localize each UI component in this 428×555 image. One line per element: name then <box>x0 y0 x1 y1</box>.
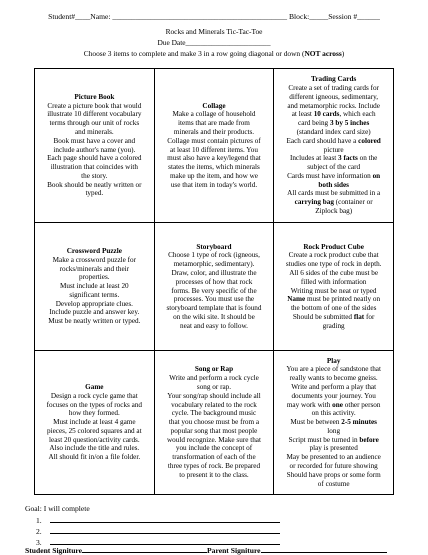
cell-play: Play You are a piece of sandstone that really wants to become gneiss. Write and perform a play that documents your journey. You may work with one other person on this activity. Must be between 2-5 minutes long Script must be turned in before play is presented May be presented to an audience or recorded for future showing Should have props or some form of costume <box>274 351 394 495</box>
goal-line-1[interactable]: 1. <box>36 515 280 525</box>
parent-signature-label: Parent Signiture <box>207 546 261 555</box>
cell-rock-product-cube: Rock Product Cube Create a rock product cube that studies one type of rock in depth. All 6 sides of the cube must be filled with information Writing must be neat or typed Name must be printed neatly on the bottom of one of the sides Should be submitted flat for grading <box>274 223 394 351</box>
cell-title: Game <box>85 382 104 391</box>
goal-line-2[interactable]: 2. <box>36 526 280 536</box>
cell-picture-book: Picture Book Create a picture book that would illustrate 10 different vocabulary terms through our unit of rocks and minerals. Book must have a cover and include author's name (you). Each page should have a colored illustration that coincides with the story. Book should be neatly written or typed. <box>35 69 155 223</box>
student-signature-line[interactable] <box>82 545 207 553</box>
cell-title: Rock Product Cube <box>303 242 364 251</box>
cell-title: Play <box>326 356 341 365</box>
cell-title: Crossword Puzzle <box>66 246 122 255</box>
tic-tac-toe-grid <box>34 68 394 495</box>
cell-title: Song or Rap <box>194 365 234 374</box>
cell-crossword-puzzle: Crossword Puzzle Make a crossword puzzle for rocks/minerals and their properties. Must include at least 20 significant terms. Develop appropriate clues. Include puzzle and answer key. Must be neatly written or typed. <box>35 223 155 351</box>
student-info-line: Student#____Name: ______________________________________________ Block:_____Session #______ <box>48 12 380 21</box>
goal-label: Goal: I will complete <box>25 504 90 513</box>
cell-title: Picture Book <box>74 92 115 101</box>
cell-game: Game Design a rock cycle game that focuses on the types of rocks and how they formed. Must include at least 4 game pieces, 25 colored squares and at least 20 question/activity cards. Also include the title and rules. All should fit in/on a file folder. <box>35 351 155 495</box>
cell-title: Collage <box>202 101 226 110</box>
cell-title: Trading Cards <box>311 75 357 84</box>
parent-signature-line[interactable] <box>261 545 387 553</box>
cell-title: Storyboard <box>196 242 232 251</box>
instructions: Choose 3 items to complete and make 3 in a row going diagonal or down (NOT across) <box>83 49 345 58</box>
student-signature-label: Student Signiture <box>25 546 83 555</box>
cell-collage: Collage Make a collage of household items that are made from minerals and their products. Collage must contain pictures of at least 10 different items. You must also have a key/legend that states the items, which minerals make up the item, and how we use that item in today's world. <box>154 69 274 223</box>
page-title: Rocks and Minerals Tic-Tac-Toe <box>165 27 263 36</box>
goal-line-3[interactable]: 3. <box>36 537 280 547</box>
cell-song-or-rap: Song or Rap Write and perform a rock cycle song or rap. Your song/rap should include all vocabulary related to the rock cycle. The background music that you choose must be from a popular song that most people would recognize. Make sure that you include the concept of transformation of each of the three types of rock. Be prepared to present it to the class. <box>154 351 274 495</box>
cell-trading-cards: Trading Cards Create a set of trading cards for different igneous, sedimentary, and metamorphic rocks. Include at least 10 cards, which each card being 3 by 5 inches (standard index card size) Each card should have a colored picture Includes at least 3 facts on the subject of the card Cards must have information on both sides All cards must be submitted in a carrying bag (container or Ziplock bag) <box>274 69 394 223</box>
due-date-line: Due Date_______________________ <box>157 38 271 47</box>
cell-storyboard: Storyboard Choose 1 type of rock (igneous, metamorphic, sedimentary). Draw, color, and illustrate the processes of how that rock forms. Be very specific of the processes. You must use the storyboard template that is found on the wiki site. It should be neat and easy to follow. <box>154 223 274 351</box>
